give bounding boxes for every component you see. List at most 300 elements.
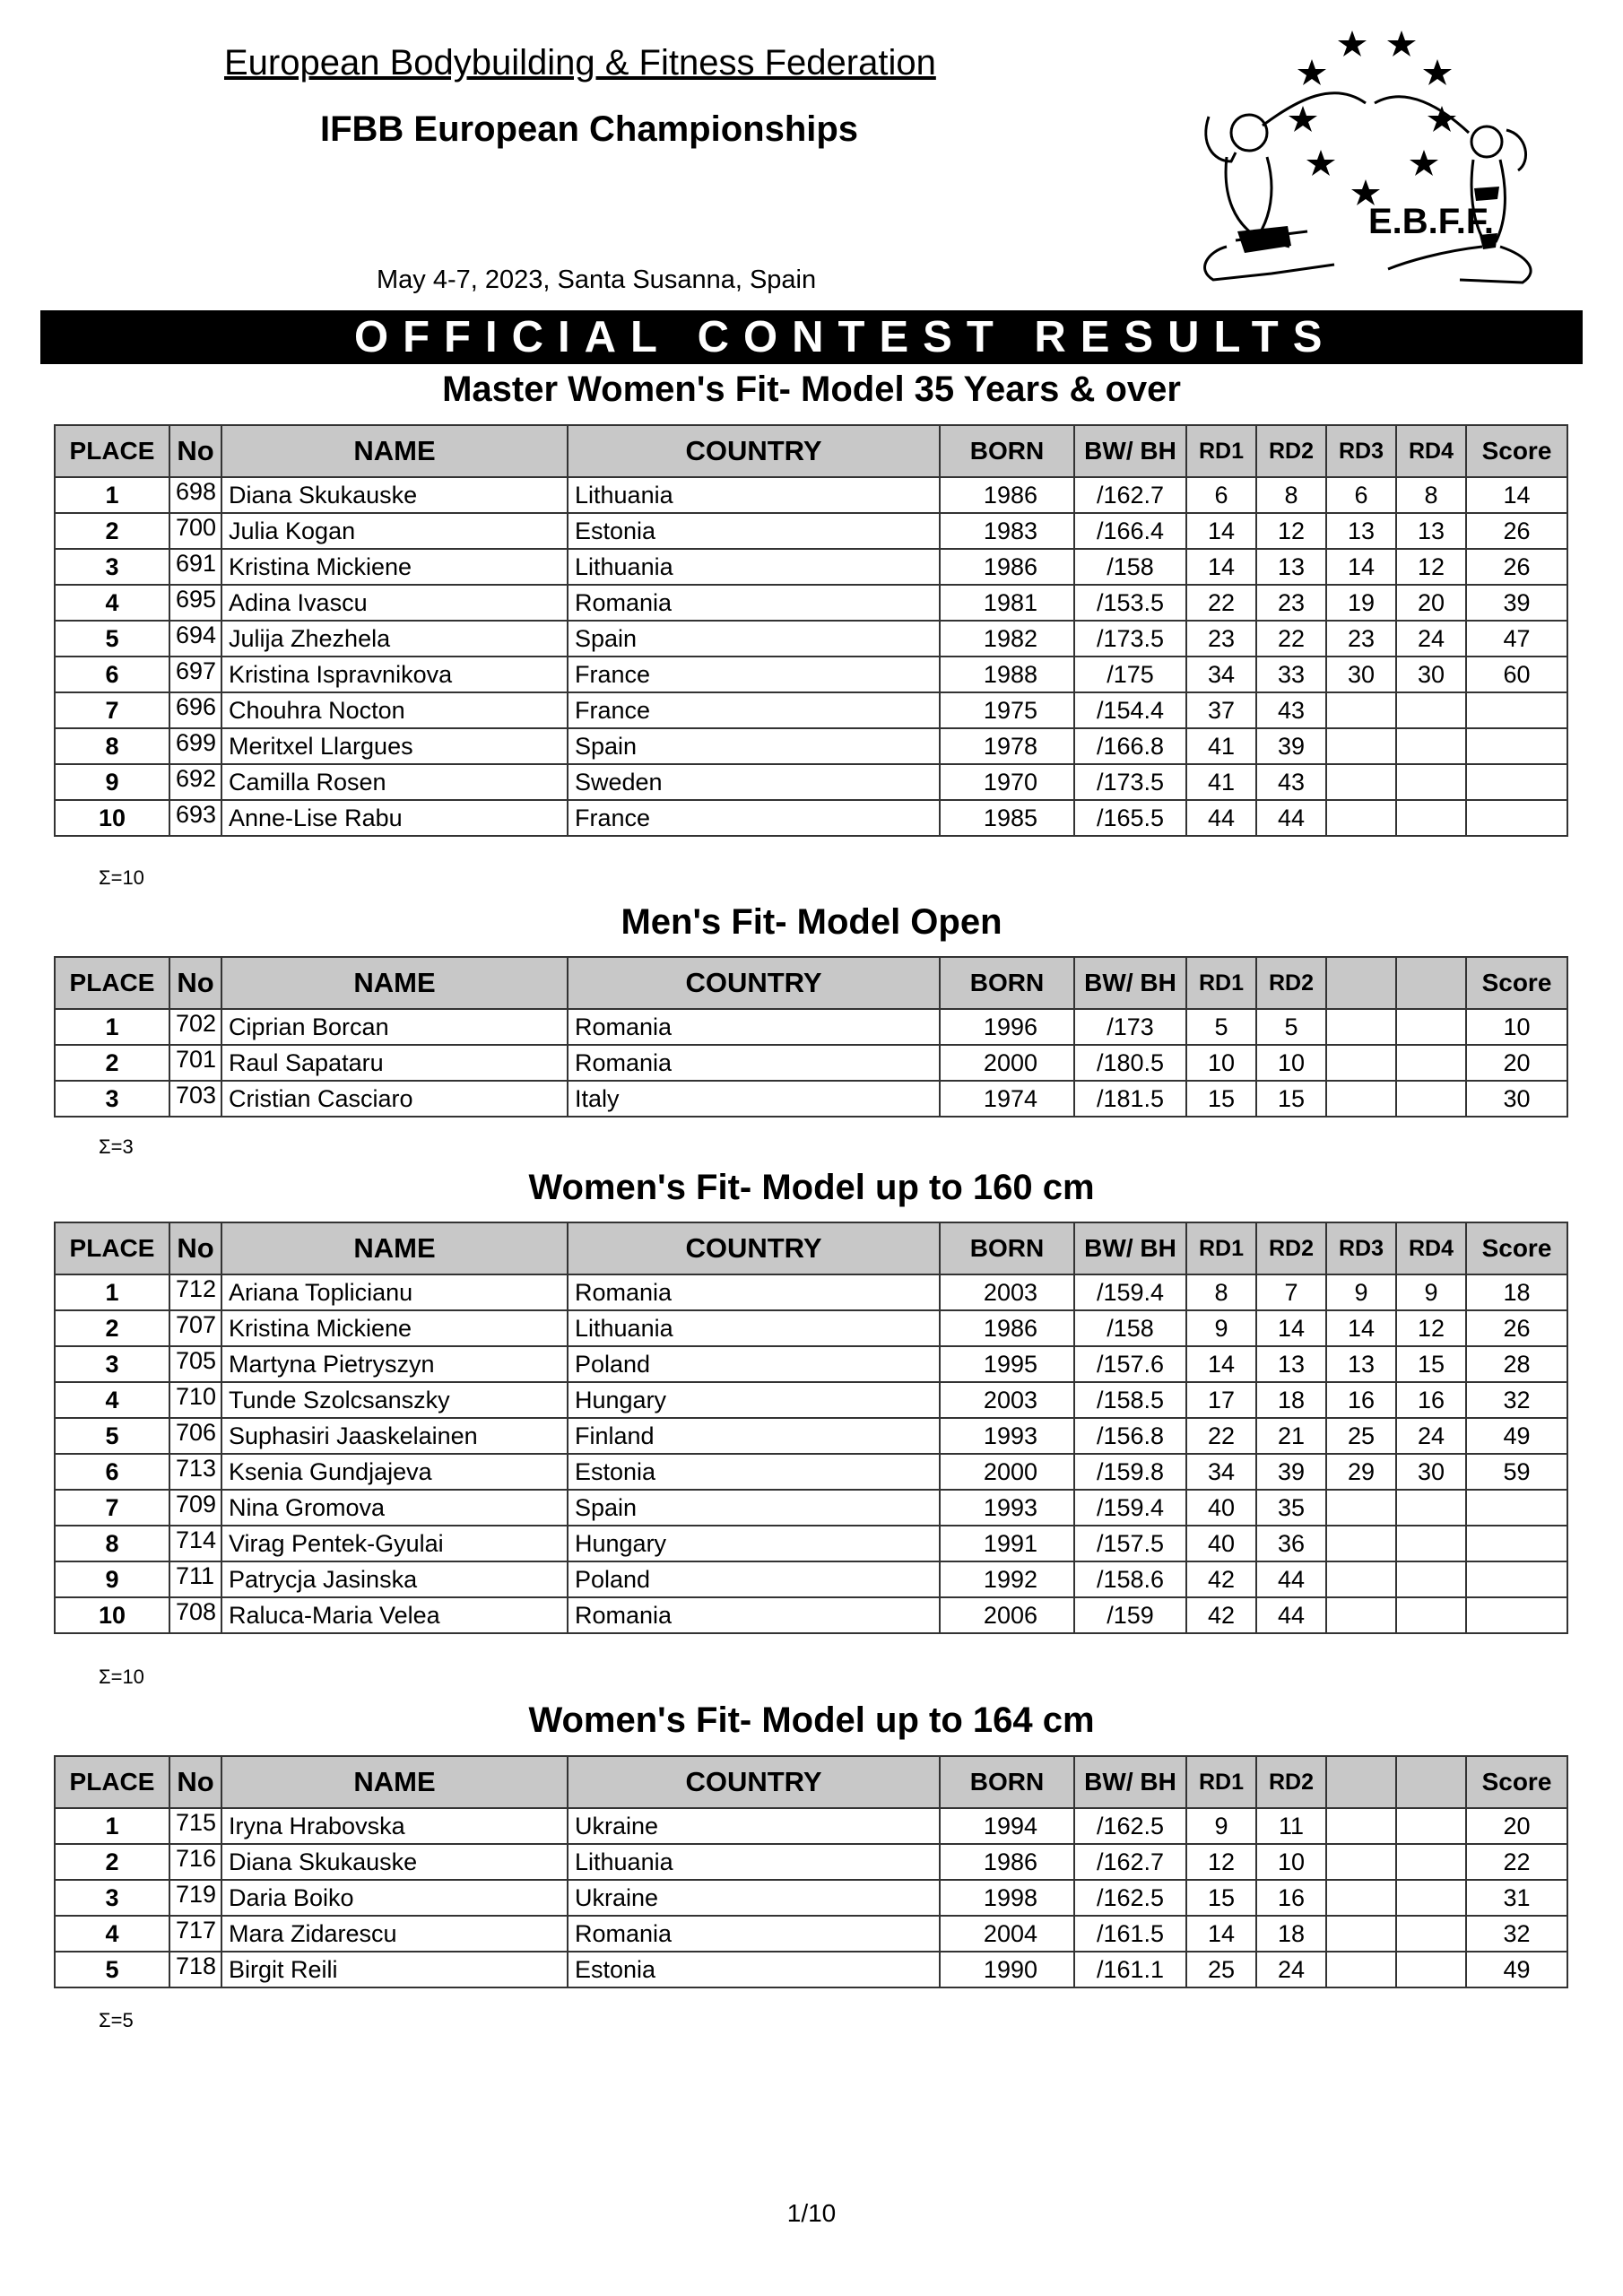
cell-rd3 bbox=[1326, 1045, 1396, 1081]
cell-name: Kristina Ispravnikova bbox=[221, 657, 568, 692]
cell-place: 3 bbox=[55, 1081, 169, 1117]
table-row bbox=[55, 1916, 1567, 1952]
column-header-bwbh: BW/ BH bbox=[1074, 1222, 1186, 1274]
cell-rd2: 44 bbox=[1256, 1597, 1326, 1633]
cell-rd4: 16 bbox=[1396, 1382, 1466, 1418]
cell-rd4 bbox=[1396, 1045, 1466, 1081]
cell-place: 6 bbox=[55, 1454, 169, 1490]
cell-bwbh: /162.7 bbox=[1074, 477, 1186, 513]
cell-score bbox=[1466, 1526, 1567, 1561]
cell-place: 7 bbox=[55, 692, 169, 728]
column-header-bwbh: BW/ BH bbox=[1074, 1756, 1186, 1808]
table-row bbox=[55, 1952, 1567, 1987]
cell-bwbh: /158.5 bbox=[1074, 1382, 1186, 1418]
cell-score bbox=[1466, 764, 1567, 800]
cell-name: Ciprian Borcan bbox=[221, 1009, 568, 1045]
cell-score bbox=[1466, 1561, 1567, 1597]
cell-country: Romania bbox=[568, 585, 940, 621]
cell-name: Suphasiri Jaaskelainen bbox=[221, 1418, 568, 1454]
competitor-count: Σ=3 bbox=[99, 1135, 134, 1158]
cell-no: 710 bbox=[169, 1382, 221, 1418]
cell-country: Spain bbox=[568, 1490, 940, 1526]
cell-rd2: 39 bbox=[1256, 728, 1326, 764]
cell-born: 1970 bbox=[940, 764, 1074, 800]
cell-bwbh: /173.5 bbox=[1074, 621, 1186, 657]
cell-born: 1985 bbox=[940, 800, 1074, 836]
cell-rd1: 14 bbox=[1186, 513, 1256, 549]
cell-no: 691 bbox=[169, 549, 221, 585]
cell-bwbh: /156.8 bbox=[1074, 1418, 1186, 1454]
column-header-rd1: RD1 bbox=[1186, 1222, 1256, 1274]
cell-rd2: 44 bbox=[1256, 1561, 1326, 1597]
cell-rd4 bbox=[1396, 800, 1466, 836]
cell-country: Sweden bbox=[568, 764, 940, 800]
cell-rd3: 16 bbox=[1326, 1382, 1396, 1418]
results-table bbox=[54, 1755, 1568, 1988]
cell-born: 1986 bbox=[940, 549, 1074, 585]
table-row bbox=[55, 1081, 1567, 1117]
cell-score: 28 bbox=[1466, 1346, 1567, 1382]
cell-rd4: 24 bbox=[1396, 1418, 1466, 1454]
table-row bbox=[55, 1808, 1567, 1844]
cell-rd4: 30 bbox=[1396, 657, 1466, 692]
cell-bwbh: /159 bbox=[1074, 1597, 1186, 1633]
cell-rd1: 41 bbox=[1186, 764, 1256, 800]
cell-place: 1 bbox=[55, 1009, 169, 1045]
cell-rd2: 44 bbox=[1256, 800, 1326, 836]
cell-rd2: 15 bbox=[1256, 1081, 1326, 1117]
cell-place: 3 bbox=[55, 549, 169, 585]
cell-rd3 bbox=[1326, 1952, 1396, 1987]
cell-rd4: 13 bbox=[1396, 513, 1466, 549]
table-row bbox=[55, 621, 1567, 657]
column-header-bwbh: BW/ BH bbox=[1074, 425, 1186, 477]
column-header-rd3: RD3 bbox=[1326, 425, 1396, 477]
cell-rd3: 29 bbox=[1326, 1454, 1396, 1490]
cell-rd2: 12 bbox=[1256, 513, 1326, 549]
cell-place: 6 bbox=[55, 657, 169, 692]
cell-score bbox=[1466, 800, 1567, 836]
cell-country: Ukraine bbox=[568, 1808, 940, 1844]
cell-born: 2006 bbox=[940, 1597, 1074, 1633]
results-banner: OFFICIAL CONTEST RESULTS bbox=[40, 310, 1583, 364]
section-title: Women's Fit- Model up to 160 cm bbox=[528, 1168, 1095, 1207]
cell-place: 4 bbox=[55, 1916, 169, 1952]
cell-rd4 bbox=[1396, 1952, 1466, 1987]
cell-country: Lithuania bbox=[568, 1844, 940, 1880]
column-header-country: COUNTRY bbox=[568, 425, 940, 477]
cell-no: 717 bbox=[169, 1916, 221, 1952]
cell-no: 703 bbox=[169, 1081, 221, 1117]
cell-score: 59 bbox=[1466, 1454, 1567, 1490]
results-table bbox=[54, 1222, 1568, 1634]
table-row bbox=[55, 1346, 1567, 1382]
cell-place: 4 bbox=[55, 1382, 169, 1418]
cell-rd2: 21 bbox=[1256, 1418, 1326, 1454]
column-header-place: PLACE bbox=[55, 1222, 169, 1274]
table-row bbox=[55, 1009, 1567, 1045]
cell-name: Tunde Szolcsanszky bbox=[221, 1382, 568, 1418]
cell-rd1: 14 bbox=[1186, 1916, 1256, 1952]
cell-name: Nina Gromova bbox=[221, 1490, 568, 1526]
table-row bbox=[55, 657, 1567, 692]
cell-rd1: 17 bbox=[1186, 1382, 1256, 1418]
cell-rd3: 25 bbox=[1326, 1418, 1396, 1454]
column-header-born: BORN bbox=[940, 957, 1074, 1009]
cell-name: Anne-Lise Rabu bbox=[221, 800, 568, 836]
cell-country: Poland bbox=[568, 1346, 940, 1382]
column-header-score: Score bbox=[1466, 1222, 1567, 1274]
cell-rd4 bbox=[1396, 1844, 1466, 1880]
cell-no: 706 bbox=[169, 1418, 221, 1454]
cell-rd3: 14 bbox=[1326, 1310, 1396, 1346]
cell-rd4 bbox=[1396, 1526, 1466, 1561]
table-header-row bbox=[55, 1756, 1567, 1808]
column-header-country: COUNTRY bbox=[568, 1222, 940, 1274]
cell-name: Chouhra Nocton bbox=[221, 692, 568, 728]
cell-no: 699 bbox=[169, 728, 221, 764]
cell-score: 20 bbox=[1466, 1808, 1567, 1844]
cell-rd1: 12 bbox=[1186, 1844, 1256, 1880]
section-title: Master Women's Fit- Model 35 Years & over bbox=[442, 370, 1181, 409]
table-row bbox=[55, 1454, 1567, 1490]
cell-country: Poland bbox=[568, 1561, 940, 1597]
cell-born: 1991 bbox=[940, 1526, 1074, 1561]
cell-country: Romania bbox=[568, 1045, 940, 1081]
cell-born: 1993 bbox=[940, 1418, 1074, 1454]
table-row bbox=[55, 1597, 1567, 1633]
cell-born: 1982 bbox=[940, 621, 1074, 657]
column-header-no: No bbox=[169, 425, 221, 477]
cell-place: 2 bbox=[55, 1045, 169, 1081]
cell-rd2: 33 bbox=[1256, 657, 1326, 692]
column-header-score: Score bbox=[1466, 957, 1567, 1009]
column-header-score: Score bbox=[1466, 1756, 1567, 1808]
column-header-rd3: RD3 bbox=[1326, 1222, 1396, 1274]
cell-rd1: 37 bbox=[1186, 692, 1256, 728]
cell-no: 693 bbox=[169, 800, 221, 836]
competitor-count: Σ=5 bbox=[99, 2009, 134, 2031]
table-header-row bbox=[55, 957, 1567, 1009]
cell-place: 2 bbox=[55, 1844, 169, 1880]
cell-place: 4 bbox=[55, 585, 169, 621]
competitor-count: Σ=10 bbox=[99, 1665, 144, 1688]
cell-country: France bbox=[568, 692, 940, 728]
cell-born: 2003 bbox=[940, 1382, 1074, 1418]
column-header-name: NAME bbox=[221, 1222, 568, 1274]
cell-rd4 bbox=[1396, 1597, 1466, 1633]
cell-rd1: 41 bbox=[1186, 728, 1256, 764]
cell-rd4: 30 bbox=[1396, 1454, 1466, 1490]
cell-rd4: 8 bbox=[1396, 477, 1466, 513]
cell-bwbh: /181.5 bbox=[1074, 1081, 1186, 1117]
cell-name: Cristian Casciaro bbox=[221, 1081, 568, 1117]
cell-rd1: 15 bbox=[1186, 1081, 1256, 1117]
cell-no: 692 bbox=[169, 764, 221, 800]
table-header-row bbox=[55, 1222, 1567, 1274]
cell-rd1: 40 bbox=[1186, 1526, 1256, 1561]
cell-born: 1986 bbox=[940, 477, 1074, 513]
ebff-logo bbox=[1173, 27, 1567, 296]
cell-name: Kristina Mickiene bbox=[221, 1310, 568, 1346]
cell-country: Romania bbox=[568, 1916, 940, 1952]
cell-rd3 bbox=[1326, 1081, 1396, 1117]
cell-place: 2 bbox=[55, 1310, 169, 1346]
cell-country: Lithuania bbox=[568, 477, 940, 513]
cell-no: 713 bbox=[169, 1454, 221, 1490]
table-row bbox=[55, 1045, 1567, 1081]
cell-score: 26 bbox=[1466, 513, 1567, 549]
column-header-place: PLACE bbox=[55, 957, 169, 1009]
cell-rd4 bbox=[1396, 1490, 1466, 1526]
cell-born: 2000 bbox=[940, 1454, 1074, 1490]
cell-name: Virag Pentek-Gyulai bbox=[221, 1526, 568, 1561]
cell-place: 3 bbox=[55, 1880, 169, 1916]
section-title: Men's Fit- Model Open bbox=[621, 902, 1002, 942]
column-header-no: No bbox=[169, 1756, 221, 1808]
table-row bbox=[55, 764, 1567, 800]
cell-rd1: 15 bbox=[1186, 1880, 1256, 1916]
cell-born: 1975 bbox=[940, 692, 1074, 728]
cell-rd3: 19 bbox=[1326, 585, 1396, 621]
cell-no: 702 bbox=[169, 1009, 221, 1045]
table-row bbox=[55, 549, 1567, 585]
cell-no: 708 bbox=[169, 1597, 221, 1633]
cell-born: 1981 bbox=[940, 585, 1074, 621]
cell-bwbh: /166.4 bbox=[1074, 513, 1186, 549]
table-row bbox=[55, 585, 1567, 621]
cell-score: 18 bbox=[1466, 1274, 1567, 1310]
column-header-rd2: RD2 bbox=[1256, 425, 1326, 477]
cell-bwbh: /180.5 bbox=[1074, 1045, 1186, 1081]
cell-country: Spain bbox=[568, 728, 940, 764]
cell-place: 2 bbox=[55, 513, 169, 549]
cell-rd4 bbox=[1396, 1880, 1466, 1916]
cell-name: Patrycja Jasinska bbox=[221, 1561, 568, 1597]
cell-no: 694 bbox=[169, 621, 221, 657]
cell-bwbh: /158 bbox=[1074, 549, 1186, 585]
column-header-rd4: RD4 bbox=[1396, 425, 1466, 477]
cell-bwbh: /159.4 bbox=[1074, 1490, 1186, 1526]
cell-country: France bbox=[568, 657, 940, 692]
cell-bwbh: /159.8 bbox=[1074, 1454, 1186, 1490]
column-header-rd1: RD1 bbox=[1186, 957, 1256, 1009]
cell-no: 719 bbox=[169, 1880, 221, 1916]
column-header-rd3 bbox=[1326, 957, 1396, 1009]
cell-score: 30 bbox=[1466, 1081, 1567, 1117]
cell-place: 5 bbox=[55, 621, 169, 657]
cell-rd4 bbox=[1396, 1561, 1466, 1597]
cell-rd1: 23 bbox=[1186, 621, 1256, 657]
cell-bwbh: /166.8 bbox=[1074, 728, 1186, 764]
cell-rd1: 14 bbox=[1186, 549, 1256, 585]
cell-bwbh: /158 bbox=[1074, 1310, 1186, 1346]
cell-rd3 bbox=[1326, 1844, 1396, 1880]
cell-born: 1996 bbox=[940, 1009, 1074, 1045]
cell-no: 715 bbox=[169, 1808, 221, 1844]
cell-born: 1992 bbox=[940, 1561, 1074, 1597]
cell-name: Diana Skukauske bbox=[221, 1844, 568, 1880]
cell-rd2: 11 bbox=[1256, 1808, 1326, 1844]
cell-bwbh: /173 bbox=[1074, 1009, 1186, 1045]
competitor-count: Σ=10 bbox=[99, 866, 144, 889]
cell-rd3 bbox=[1326, 1880, 1396, 1916]
cell-place: 1 bbox=[55, 1808, 169, 1844]
cell-born: 1986 bbox=[940, 1310, 1074, 1346]
cell-rd1: 25 bbox=[1186, 1952, 1256, 1987]
cell-rd3: 13 bbox=[1326, 1346, 1396, 1382]
male-athlete-figure bbox=[1205, 93, 1366, 280]
cell-country: Hungary bbox=[568, 1382, 940, 1418]
cell-name: Kristina Mickiene bbox=[221, 549, 568, 585]
cell-rd3: 6 bbox=[1326, 477, 1396, 513]
column-header-no: No bbox=[169, 957, 221, 1009]
cell-rd2: 43 bbox=[1256, 692, 1326, 728]
column-header-place: PLACE bbox=[55, 425, 169, 477]
cell-score: 10 bbox=[1466, 1009, 1567, 1045]
cell-rd2: 10 bbox=[1256, 1045, 1326, 1081]
cell-no: 716 bbox=[169, 1844, 221, 1880]
cell-no: 705 bbox=[169, 1346, 221, 1382]
cell-name: Ariana Toplicianu bbox=[221, 1274, 568, 1310]
table-row bbox=[55, 1418, 1567, 1454]
cell-rd1: 22 bbox=[1186, 1418, 1256, 1454]
column-header-rd1: RD1 bbox=[1186, 425, 1256, 477]
cell-rd3 bbox=[1326, 1526, 1396, 1561]
cell-born: 2004 bbox=[940, 1916, 1074, 1952]
cell-rd2: 13 bbox=[1256, 1346, 1326, 1382]
cell-score bbox=[1466, 1490, 1567, 1526]
page-number: 1/10 bbox=[786, 2199, 837, 2227]
cell-rd4: 24 bbox=[1396, 621, 1466, 657]
cell-rd1: 10 bbox=[1186, 1045, 1256, 1081]
female-bikini bbox=[1474, 187, 1499, 201]
cell-score: 47 bbox=[1466, 621, 1567, 657]
cell-rd2: 16 bbox=[1256, 1880, 1326, 1916]
cell-no: 711 bbox=[169, 1561, 221, 1597]
cell-country: France bbox=[568, 800, 940, 836]
column-header-rd3 bbox=[1326, 1756, 1396, 1808]
cell-country: Italy bbox=[568, 1081, 940, 1117]
cell-name: Martyna Pietryszyn bbox=[221, 1346, 568, 1382]
table-row bbox=[55, 1310, 1567, 1346]
cell-no: 714 bbox=[169, 1526, 221, 1561]
column-header-score: Score bbox=[1466, 425, 1567, 477]
cell-name: Iryna Hrabovska bbox=[221, 1808, 568, 1844]
cell-rd4 bbox=[1396, 728, 1466, 764]
cell-rd3: 14 bbox=[1326, 549, 1396, 585]
cell-rd1: 44 bbox=[1186, 800, 1256, 836]
cell-rd1: 6 bbox=[1186, 477, 1256, 513]
cell-rd3 bbox=[1326, 1808, 1396, 1844]
table-row bbox=[55, 1561, 1567, 1597]
cell-rd1: 8 bbox=[1186, 1274, 1256, 1310]
cell-rd2: 18 bbox=[1256, 1916, 1326, 1952]
table-row bbox=[55, 1880, 1567, 1916]
cell-born: 1998 bbox=[940, 1880, 1074, 1916]
organization-name: European Bodybuilding & Fitness Federation bbox=[224, 43, 936, 83]
cell-name: Adina Ivascu bbox=[221, 585, 568, 621]
column-header-name: NAME bbox=[221, 1756, 568, 1808]
cell-place: 10 bbox=[55, 1597, 169, 1633]
cell-rd2: 5 bbox=[1256, 1009, 1326, 1045]
cell-rd1: 40 bbox=[1186, 1490, 1256, 1526]
cell-score bbox=[1466, 692, 1567, 728]
cell-rd2: 24 bbox=[1256, 1952, 1326, 1987]
cell-country: Estonia bbox=[568, 513, 940, 549]
cell-country: Finland bbox=[568, 1418, 940, 1454]
cell-rd1: 42 bbox=[1186, 1561, 1256, 1597]
column-header-born: BORN bbox=[940, 1756, 1074, 1808]
cell-rd2: 43 bbox=[1256, 764, 1326, 800]
cell-rd2: 10 bbox=[1256, 1844, 1326, 1880]
cell-bwbh: /162.7 bbox=[1074, 1844, 1186, 1880]
cell-rd2: 36 bbox=[1256, 1526, 1326, 1561]
cell-place: 10 bbox=[55, 800, 169, 836]
results-table bbox=[54, 956, 1568, 1118]
cell-rd4: 12 bbox=[1396, 1310, 1466, 1346]
cell-rd3: 13 bbox=[1326, 513, 1396, 549]
cell-name: Mara Zidarescu bbox=[221, 1916, 568, 1952]
cell-rd3 bbox=[1326, 800, 1396, 836]
cell-place: 7 bbox=[55, 1490, 169, 1526]
cell-no: 701 bbox=[169, 1045, 221, 1081]
cell-name: Julia Kogan bbox=[221, 513, 568, 549]
cell-rd3 bbox=[1326, 1597, 1396, 1633]
cell-no: 697 bbox=[169, 657, 221, 692]
cell-place: 9 bbox=[55, 764, 169, 800]
column-header-country: COUNTRY bbox=[568, 1756, 940, 1808]
cell-bwbh: /157.5 bbox=[1074, 1526, 1186, 1561]
table-row bbox=[55, 692, 1567, 728]
cell-country: Spain bbox=[568, 621, 940, 657]
column-header-place: PLACE bbox=[55, 1756, 169, 1808]
cell-rd2: 18 bbox=[1256, 1382, 1326, 1418]
cell-bwbh: /158.6 bbox=[1074, 1561, 1186, 1597]
cell-rd1: 9 bbox=[1186, 1808, 1256, 1844]
cell-bwbh: /173.5 bbox=[1074, 764, 1186, 800]
cell-rd2: 14 bbox=[1256, 1310, 1326, 1346]
cell-born: 2003 bbox=[940, 1274, 1074, 1310]
table-row bbox=[55, 1844, 1567, 1880]
cell-score: 22 bbox=[1466, 1844, 1567, 1880]
cell-bwbh: /161.5 bbox=[1074, 1916, 1186, 1952]
cell-score bbox=[1466, 728, 1567, 764]
cell-name: Birgit Reili bbox=[221, 1952, 568, 1987]
cell-place: 3 bbox=[55, 1346, 169, 1382]
cell-rd3: 9 bbox=[1326, 1274, 1396, 1310]
cell-born: 1978 bbox=[940, 728, 1074, 764]
cell-rd4 bbox=[1396, 1081, 1466, 1117]
male-trunks bbox=[1237, 226, 1291, 253]
cell-place: 8 bbox=[55, 728, 169, 764]
cell-no: 707 bbox=[169, 1310, 221, 1346]
cell-score: 14 bbox=[1466, 477, 1567, 513]
cell-score: 39 bbox=[1466, 585, 1567, 621]
cell-rd4: 15 bbox=[1396, 1346, 1466, 1382]
cell-bwbh: /162.5 bbox=[1074, 1808, 1186, 1844]
cell-country: Romania bbox=[568, 1597, 940, 1633]
column-header-bwbh: BW/ BH bbox=[1074, 957, 1186, 1009]
column-header-rd4 bbox=[1396, 1756, 1466, 1808]
cell-born: 1993 bbox=[940, 1490, 1074, 1526]
column-header-rd4 bbox=[1396, 957, 1466, 1009]
column-header-rd4: RD4 bbox=[1396, 1222, 1466, 1274]
cell-born: 2000 bbox=[940, 1045, 1074, 1081]
column-header-born: BORN bbox=[940, 425, 1074, 477]
column-header-rd2: RD2 bbox=[1256, 1222, 1326, 1274]
cell-name: Daria Boiko bbox=[221, 1880, 568, 1916]
